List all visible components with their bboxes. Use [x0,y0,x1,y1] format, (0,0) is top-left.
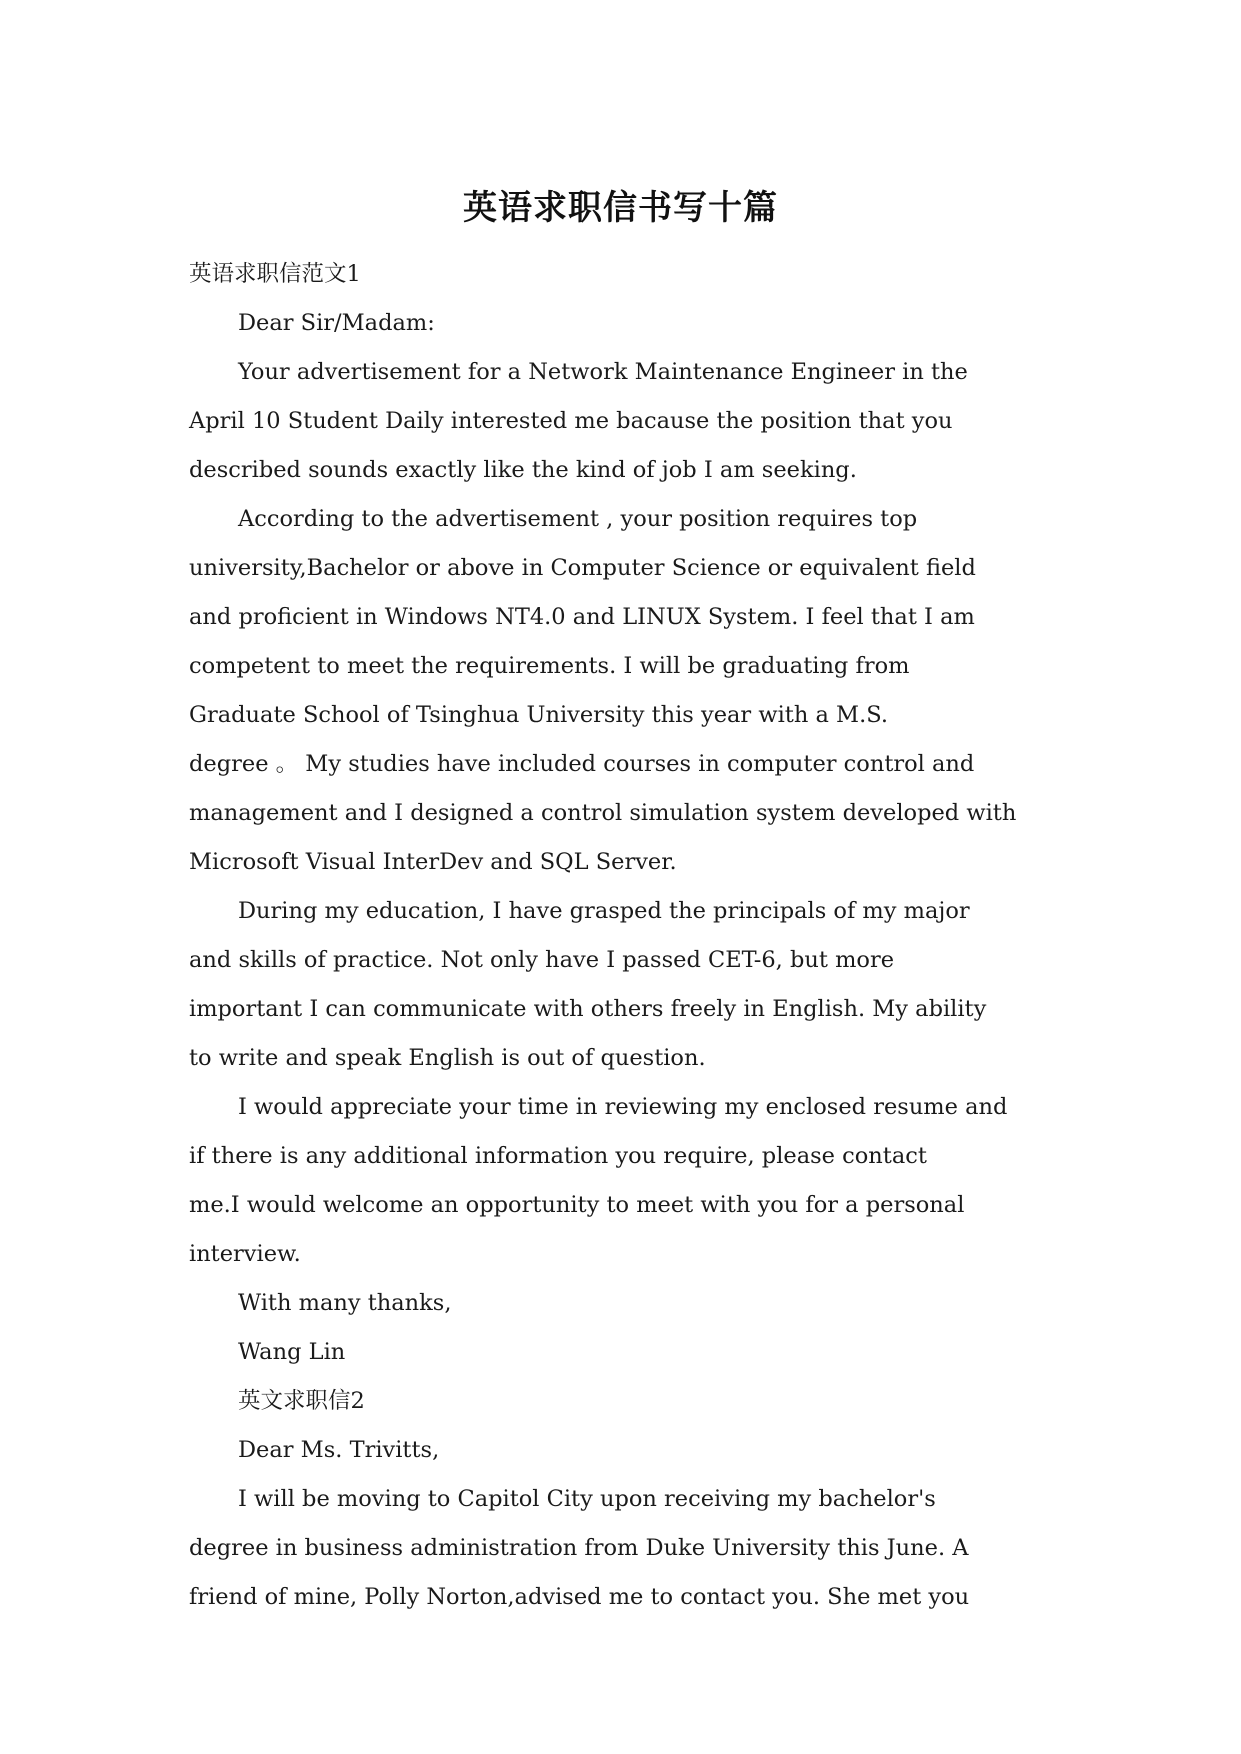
text-line: management and I designed a control simulation system developed with [189,800,1017,826]
text-line: Dear Sir/Madam: [238,310,435,336]
text-line: Dear Ms. Trivitts, [238,1437,440,1463]
text-line: degree in business administration from Duke University this June. A [189,1535,969,1561]
text-line: friend of mine, Polly Norton,advised me to contact you. She met you [189,1584,970,1610]
text-line: described sounds exactly like the kind of job I am seeking. [189,457,857,483]
text-line: I would appreciate your time in reviewing my enclosed resume and [238,1094,1008,1120]
text-line: I will be moving to Capitol City upon receiving my bachelor's [238,1486,936,1512]
text-line: important I can communicate with others freely in English. My ability [189,996,987,1022]
text-line: and proficient in Windows NT4.0 and LINUX System. I feel that I am [189,604,975,630]
text-line: 英文求职信2 [238,1388,365,1414]
text-line: Graduate School of Tsinghua University this year with a M.S. [189,702,889,728]
text-line: Microsoft Visual InterDev and SQL Server. [189,849,677,875]
text-line: interview. [189,1241,301,1267]
text-line: Your advertisement for a Network Maintenance Engineer in the [238,359,968,385]
document-title: 英语求职信书写十篇 [463,188,778,228]
text-line: According to the advertisement , your position requires top [238,506,918,532]
text-line: competent to meet the requirements. I will be graduating from [189,653,910,679]
text-line: degree 。 My studies have included courses in computer control and [189,751,975,777]
text-line: if there is any additional information you require, please contact [189,1143,927,1169]
text-line: April 10 Student Daily interested me bacause the position that you [189,408,953,434]
text-line: university,Bachelor or above in Computer Science or equivalent field [189,555,976,581]
text-line: 英语求职信范文1 [189,261,361,287]
text-line: me.I would welcome an opportunity to meet with you for a personal [189,1192,965,1218]
text-line: During my education, I have grasped the principals of my major [238,898,970,924]
text-line: and skills of practice. Not only have I passed CET-6, but more [189,947,895,973]
text-line: With many thanks, [238,1290,452,1316]
text-line: to write and speak English is out of question. [189,1045,706,1071]
text-line: Wang Lin [238,1339,346,1365]
document-body [189,250,1069,1622]
